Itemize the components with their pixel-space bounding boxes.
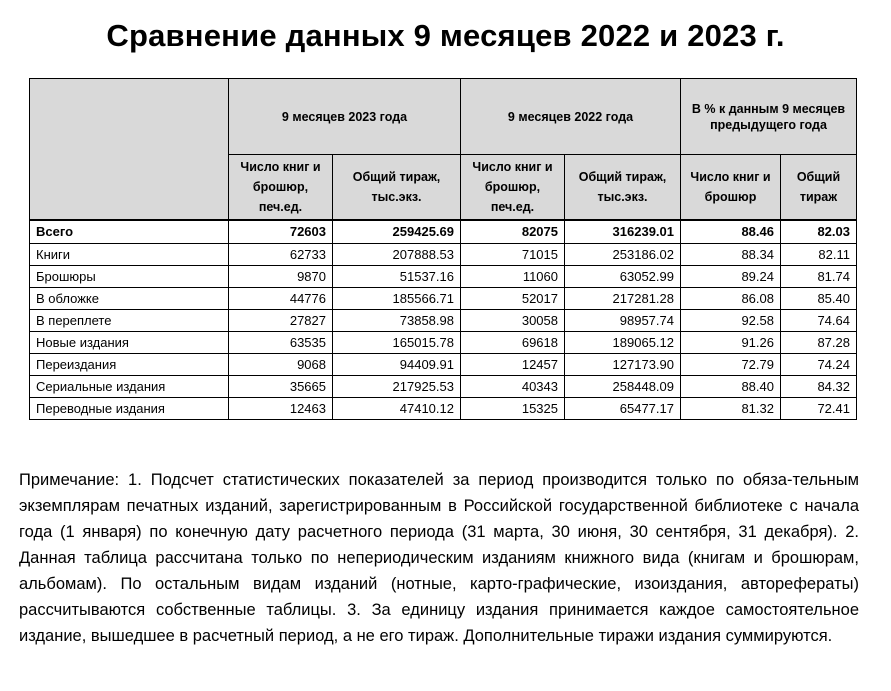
sub-header-circulation-2023: Общий тираж, тыс.экз. bbox=[333, 155, 461, 221]
row-label: Брошюры bbox=[30, 266, 229, 288]
cell: 165015.78 bbox=[333, 332, 461, 354]
cell: 189065.12 bbox=[565, 332, 681, 354]
row-label: Сериальные издания bbox=[30, 376, 229, 398]
cell: 40343 bbox=[461, 376, 565, 398]
table-row bbox=[30, 266, 857, 288]
cell: 127173.90 bbox=[565, 354, 681, 376]
page-title: Сравнение данных 9 месяцев 2022 и 2023 г. bbox=[106, 18, 785, 53]
statistics-table bbox=[29, 78, 857, 420]
sub-header-circulation-percent: Общий тираж bbox=[781, 155, 857, 221]
cell: 69618 bbox=[461, 332, 565, 354]
cell: 88.46 bbox=[681, 220, 781, 244]
cell: 74.24 bbox=[781, 354, 857, 376]
row-label: Новые издания bbox=[30, 332, 229, 354]
cell: 44776 bbox=[229, 288, 333, 310]
table-row bbox=[30, 376, 857, 398]
cell: 72603 bbox=[229, 220, 333, 244]
cell: 94409.91 bbox=[333, 354, 461, 376]
row-label-header bbox=[30, 79, 229, 221]
sub-header-count-2022: Число книг и брошюр, печ.ед. bbox=[461, 155, 565, 221]
table-row bbox=[30, 244, 857, 266]
cell: 98957.74 bbox=[565, 310, 681, 332]
sub-header-count-percent: Число книг и брошюр bbox=[681, 155, 781, 221]
table-row bbox=[30, 354, 857, 376]
cell: 82.11 bbox=[781, 244, 857, 266]
footnote: Примечание: 1. Подсчет статистических показателей за период производится только по обяза-тельным экземплярам печатных изданий, зарегистрированным в Российской государственной библиотеке с начала года (1 января) по конечную дату расчетного периода (31 марта, 30 июня, 30 сентября, 31 декабря). 2. Данная таблица рассчитана только по непериодическим изданиям книжного вида (книгам и брошюрам, альбомам). По остальным видам изданий (нотные, карто-графические, изоиздания, авторефераты) рассчитываются собственные таблицы. 3. За единицу издания принимается каждое самостоятельное издание, вышедшее в расчетный период, а не его тираж. Дополнительные тиражи издания суммируются. bbox=[19, 471, 859, 645]
table-row bbox=[30, 398, 857, 420]
cell: 73858.98 bbox=[333, 310, 461, 332]
cell: 88.40 bbox=[681, 376, 781, 398]
table-row bbox=[30, 220, 857, 244]
cell: 217281.28 bbox=[565, 288, 681, 310]
cell: 316239.01 bbox=[565, 220, 681, 244]
cell: 84.32 bbox=[781, 376, 857, 398]
row-label: Переиздания bbox=[30, 354, 229, 376]
sub-header-count-2023: Число книг и брошюр, печ.ед. bbox=[229, 155, 333, 221]
sub-header-circulation-2022: Общий тираж, тыс.экз. bbox=[565, 155, 681, 221]
cell: 82.03 bbox=[781, 220, 857, 244]
cell: 72.79 bbox=[681, 354, 781, 376]
cell: 35665 bbox=[229, 376, 333, 398]
cell: 85.40 bbox=[781, 288, 857, 310]
row-label: Переводные издания bbox=[30, 398, 229, 420]
cell: 86.08 bbox=[681, 288, 781, 310]
row-label: В переплете bbox=[30, 310, 229, 332]
cell: 253186.02 bbox=[565, 244, 681, 266]
cell: 217925.53 bbox=[333, 376, 461, 398]
cell: 52017 bbox=[461, 288, 565, 310]
cell: 63052.99 bbox=[565, 266, 681, 288]
cell: 51537.16 bbox=[333, 266, 461, 288]
cell: 259425.69 bbox=[333, 220, 461, 244]
table-row bbox=[30, 310, 857, 332]
row-label: Всего bbox=[30, 220, 229, 244]
cell: 81.74 bbox=[781, 266, 857, 288]
cell: 72.41 bbox=[781, 398, 857, 420]
cell: 92.58 bbox=[681, 310, 781, 332]
cell: 82075 bbox=[461, 220, 565, 244]
cell: 11060 bbox=[461, 266, 565, 288]
cell: 27827 bbox=[229, 310, 333, 332]
cell: 81.32 bbox=[681, 398, 781, 420]
cell: 87.28 bbox=[781, 332, 857, 354]
cell: 63535 bbox=[229, 332, 333, 354]
cell: 71015 bbox=[461, 244, 565, 266]
cell: 15325 bbox=[461, 398, 565, 420]
cell: 9870 bbox=[229, 266, 333, 288]
cell: 65477.17 bbox=[565, 398, 681, 420]
cell: 9068 bbox=[229, 354, 333, 376]
cell: 47410.12 bbox=[333, 398, 461, 420]
group-header-2023: 9 месяцев 2023 года bbox=[229, 79, 461, 155]
table-row bbox=[30, 332, 857, 354]
cell: 30058 bbox=[461, 310, 565, 332]
cell: 91.26 bbox=[681, 332, 781, 354]
cell: 74.64 bbox=[781, 310, 857, 332]
table-row bbox=[30, 288, 857, 310]
cell: 88.34 bbox=[681, 244, 781, 266]
cell: 207888.53 bbox=[333, 244, 461, 266]
row-label: Книги bbox=[30, 244, 229, 266]
group-header-2022: 9 месяцев 2022 года bbox=[461, 79, 681, 155]
group-header-percent: В % к данным 9 месяцев предыдущего года bbox=[681, 79, 857, 155]
cell: 62733 bbox=[229, 244, 333, 266]
row-label: В обложке bbox=[30, 288, 229, 310]
cell: 12457 bbox=[461, 354, 565, 376]
cell: 185566.71 bbox=[333, 288, 461, 310]
cell: 258448.09 bbox=[565, 376, 681, 398]
cell: 12463 bbox=[229, 398, 333, 420]
cell: 89.24 bbox=[681, 266, 781, 288]
